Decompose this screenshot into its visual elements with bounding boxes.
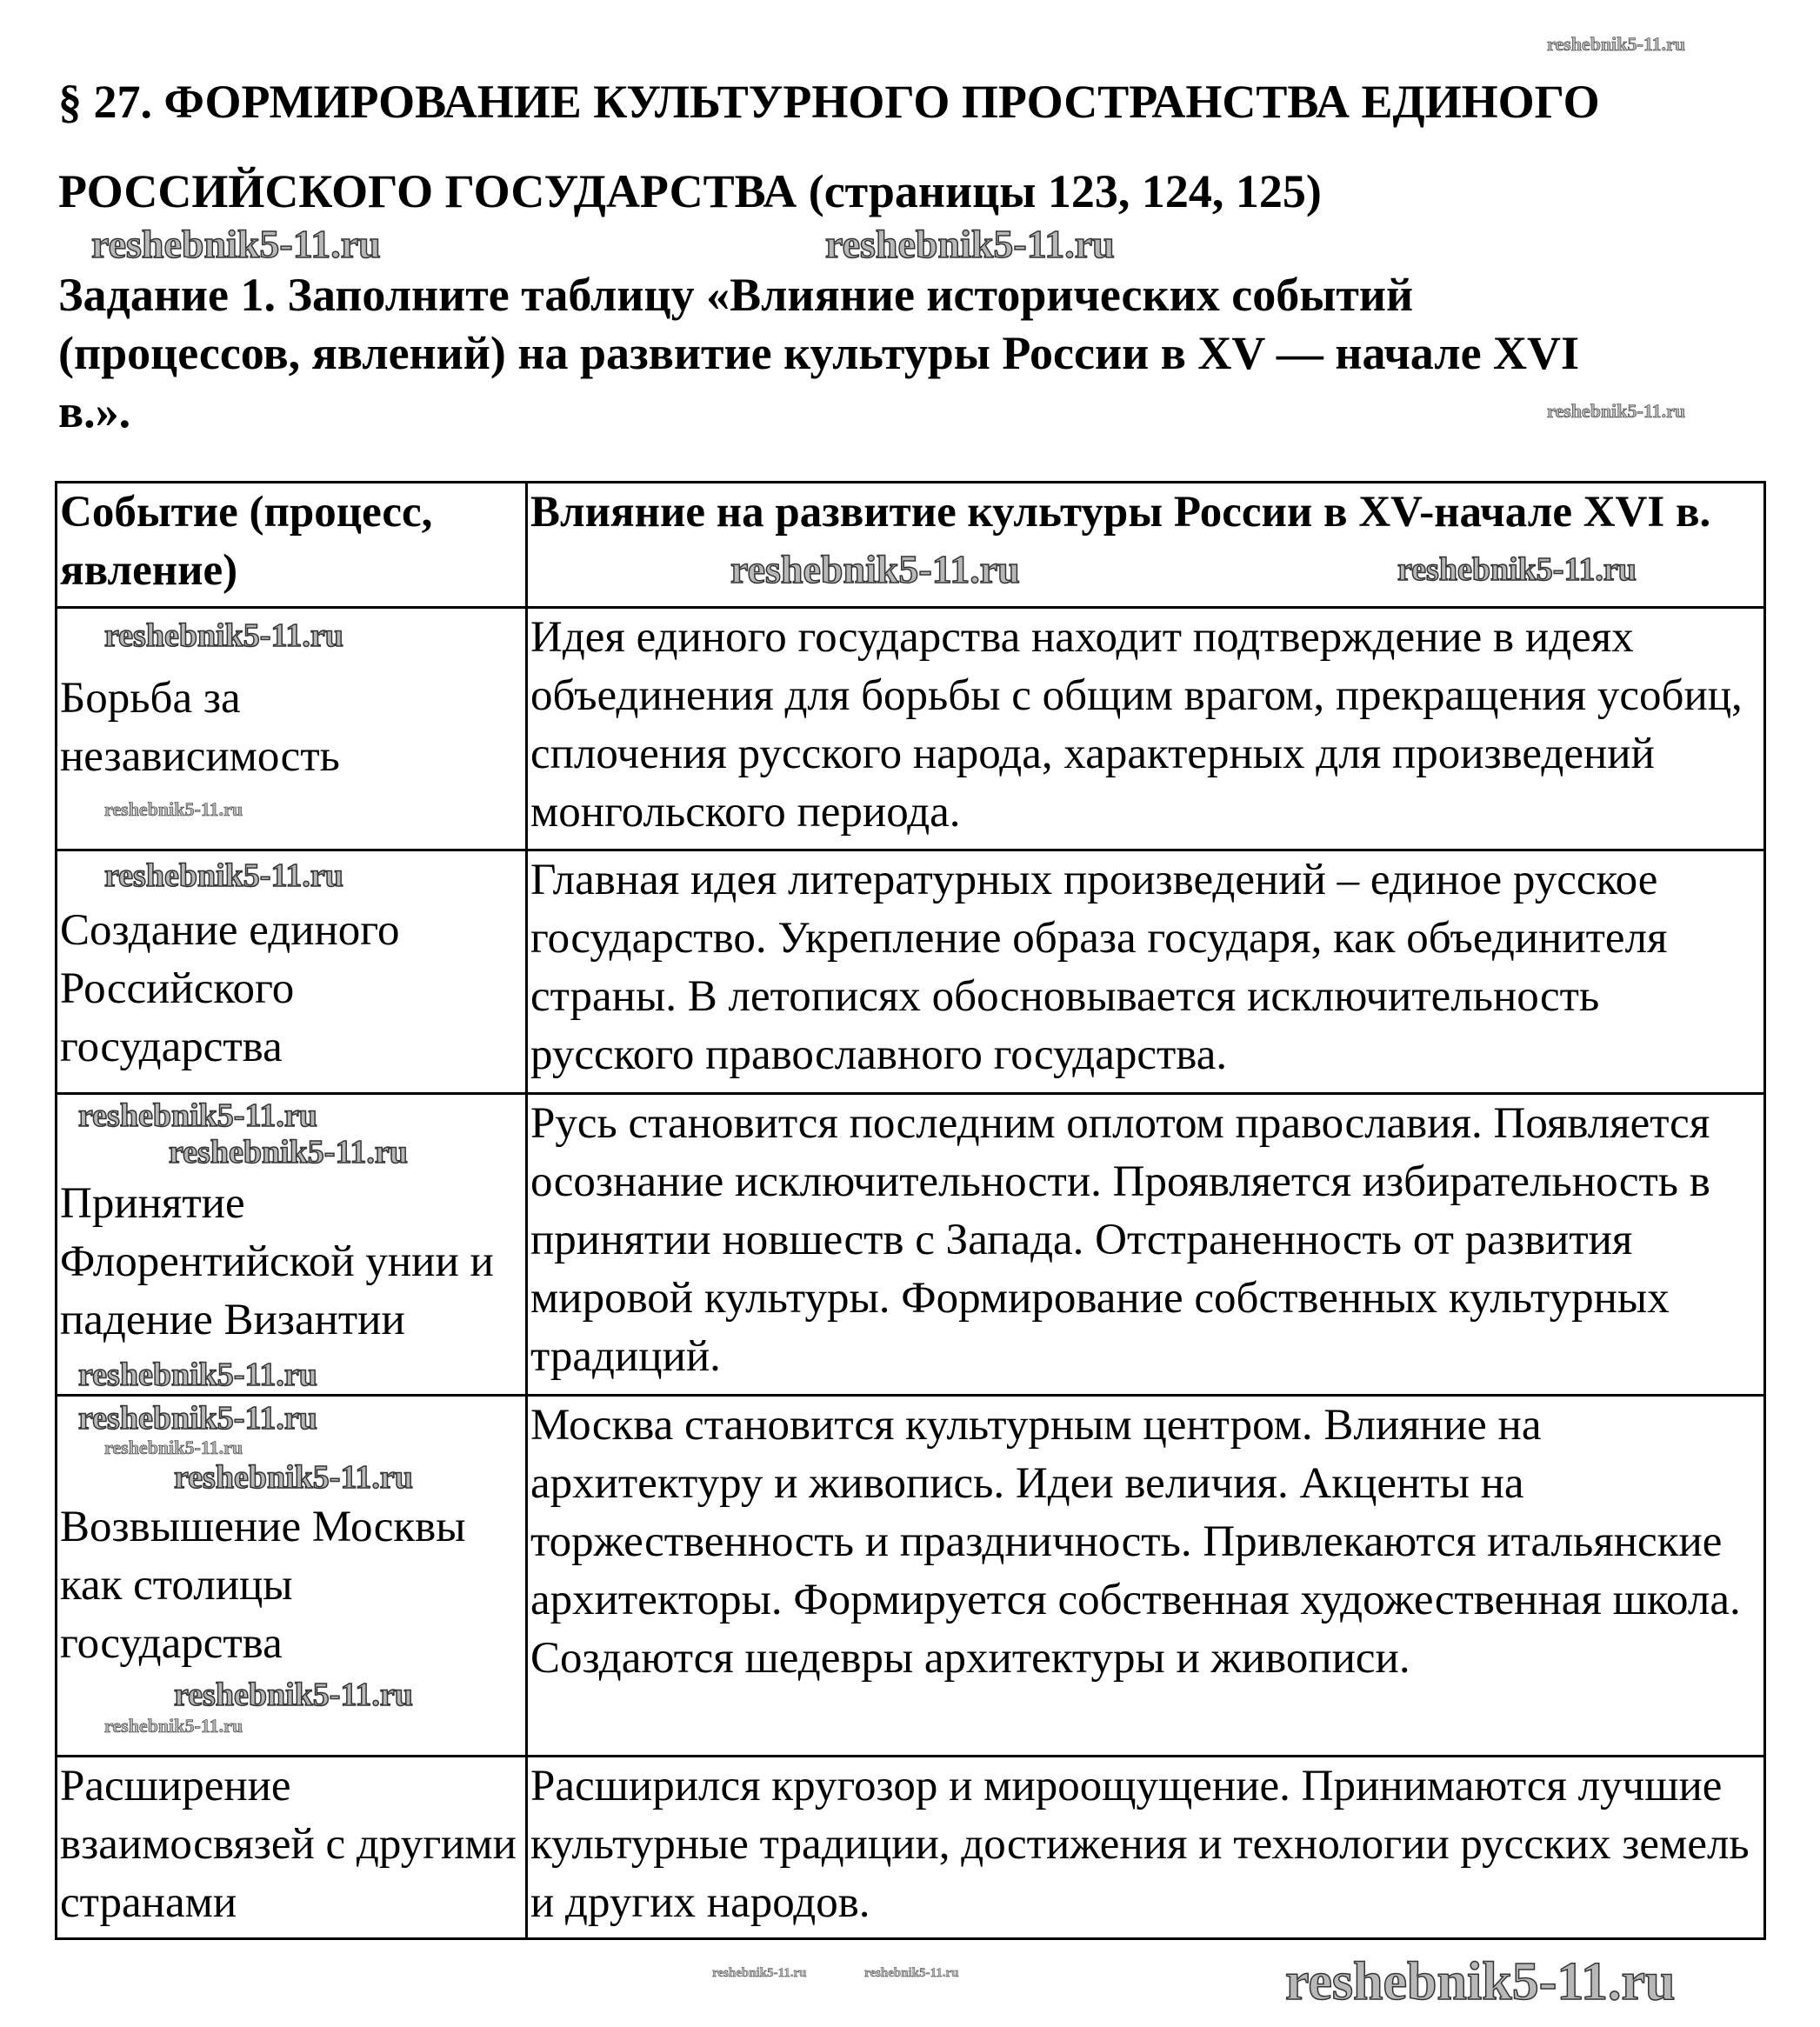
watermark: reshebnik5-11.ru bbox=[78, 1357, 317, 1393]
header-influence: Влияние на развитие культуры России в XV-начале XVI в. bbox=[527, 483, 1765, 608]
table-row bbox=[57, 1396, 1765, 1757]
watermark: reshebnik5-11.ru bbox=[1547, 400, 1686, 422]
influence-cell: Идея единого государства находит подтверждение в идеях объединения для борьбы с общим врагом, прекращения усобиц, сплочения русского народа, характерных для произведений монгольского периода. bbox=[527, 608, 1765, 850]
influence-table bbox=[55, 481, 1766, 1940]
watermark: reshebnik5-11.ru bbox=[1547, 33, 1686, 55]
watermark: reshebnik5-11.ru bbox=[1285, 1952, 1676, 2011]
watermark: reshebnik5-11.ru bbox=[104, 1715, 243, 1737]
influence-cell: Русь становится последним оплотом православия. Появляется осознание исключительности. Проявляется избирательность в принятии новшеств с Запада. Отстраненность от развития мировой культуры. Формирование собственных культурных традиций. bbox=[527, 1094, 1765, 1396]
watermark: reshebnik5-11.ru bbox=[104, 617, 343, 654]
watermark: reshebnik5-11.ru bbox=[169, 1134, 408, 1170]
table-row bbox=[57, 1757, 1765, 1939]
event-cell: Принятие Флорентийской унии и падение Византии bbox=[57, 1094, 527, 1396]
watermark: reshebnik5-11.ru bbox=[174, 1677, 413, 1713]
watermark: reshebnik5-11.ru bbox=[174, 1459, 413, 1496]
table-row bbox=[57, 1094, 1765, 1396]
influence-cell: Главная идея литературных произведений – единое русское государство. Укрепление образа государя, как объединителя страны. В летописях обосновывается исключительность русского православного государства. bbox=[527, 850, 1765, 1094]
header-event: Событие (процесс, явление) bbox=[57, 483, 527, 608]
watermark: reshebnik5-11.ru bbox=[78, 1400, 317, 1437]
watermark: reshebnik5-11.ru bbox=[825, 222, 1115, 266]
table-row bbox=[57, 608, 1765, 850]
event-cell: Возвышение Москвы как столицы государства bbox=[57, 1396, 527, 1757]
watermark: reshebnik5-11.ru bbox=[104, 798, 243, 820]
watermark: reshebnik5-11.ru bbox=[730, 547, 1020, 591]
watermark: reshebnik5-11.ru bbox=[712, 1966, 807, 1980]
event-cell: Расширение взаимосвязей с другими странами bbox=[57, 1757, 527, 1939]
influence-cell: Расширился кругозор и мироощущение. Принимаются лучшие культурные традиции, достижения и технологии русских земель и других народов. bbox=[527, 1757, 1765, 1939]
watermark: reshebnik5-11.ru bbox=[78, 1097, 317, 1134]
table-row bbox=[57, 850, 1765, 1094]
page-title-line1: § 27. ФОРМИРОВАНИЕ КУЛЬТУРНОГО ПРОСТРАНСТВА ЕДИНОГО bbox=[58, 76, 1600, 128]
table-header-row bbox=[57, 483, 1765, 608]
page-title-line2: РОССИЙСКОГО ГОСУДАРСТВА (страницы 123, 124, 125) bbox=[58, 165, 1322, 217]
task-line3: в.». bbox=[58, 385, 131, 437]
event-cell: Создание единого Российского государства bbox=[57, 850, 527, 1094]
task-line1: Задание 1. Заполните таблицу «Влияние исторических событий bbox=[58, 269, 1414, 321]
watermark: reshebnik5-11.ru bbox=[1397, 551, 1637, 588]
watermark: reshebnik5-11.ru bbox=[864, 1966, 959, 1980]
watermark: reshebnik5-11.ru bbox=[104, 1437, 243, 1458]
task-line2: (процессов, явлений) на развитие культуры России в XV — начале XVI bbox=[58, 327, 1580, 379]
watermark: reshebnik5-11.ru bbox=[104, 857, 343, 894]
influence-cell: Москва становится культурным центром. Влияние на архитектуру и живопись. Идеи величия. Акценты на торжественность и праздничность. Привлекаются итальянские архитекторы. Формируется собственная художественная школа. Создаются шедевры архитектуры и живописи. bbox=[527, 1396, 1765, 1757]
watermark: reshebnik5-11.ru bbox=[91, 222, 381, 266]
event-cell: Борьба за независимость bbox=[57, 608, 527, 850]
